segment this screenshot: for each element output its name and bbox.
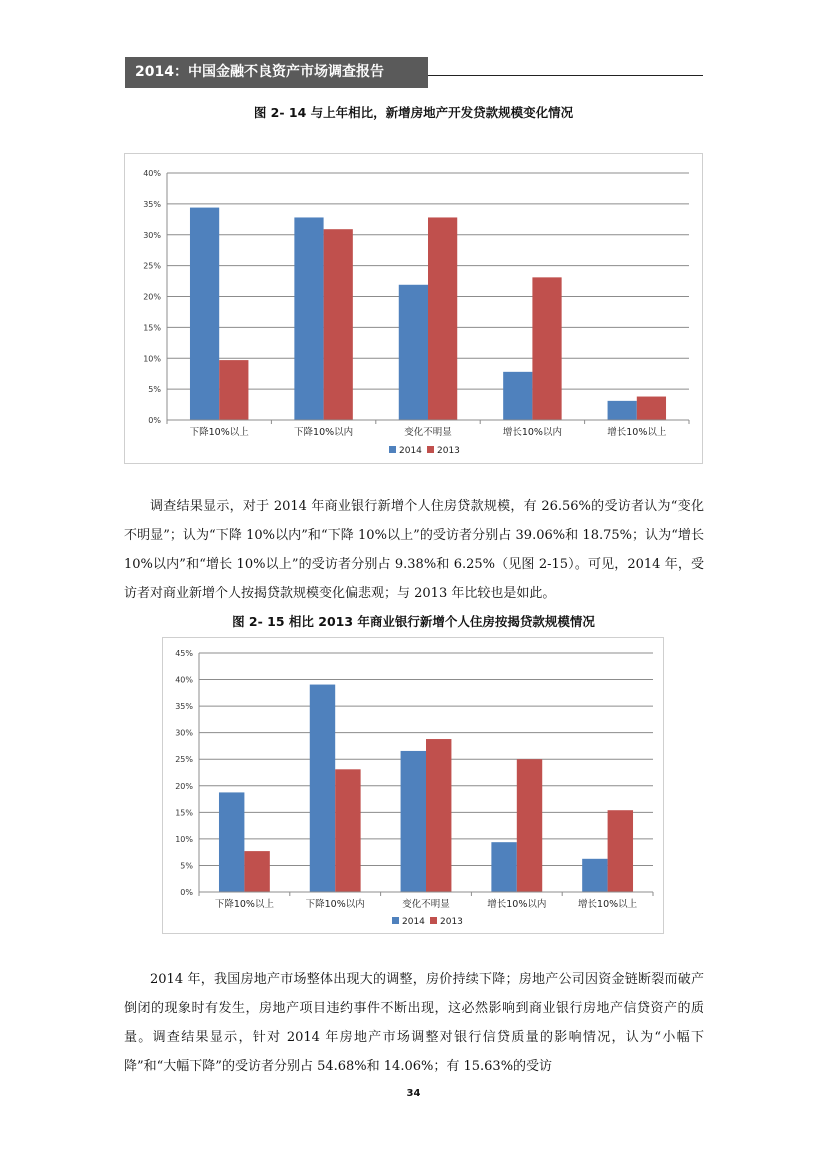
- chart2-legend-swatch-2013: [430, 917, 437, 924]
- chart2-legend-swatch-2014: [392, 917, 399, 924]
- chart1-bar-2014-3: [399, 285, 428, 420]
- chart2-y-tick-label: 0%: [180, 888, 193, 897]
- chart1-legend-swatch-2014: [389, 446, 396, 453]
- chart1-bar-2013-4: [532, 277, 561, 420]
- chart2-y-tick-label: 35%: [175, 702, 193, 712]
- chart2-bar-2013-1: [244, 851, 269, 892]
- chart1-y-tick-label: 25%: [143, 261, 161, 271]
- chart1-y-tick-label: 30%: [143, 230, 161, 240]
- chart2-legend-label-2014: 2014: [402, 917, 425, 927]
- chart1-x-tick-label: 变化不明显: [404, 427, 452, 438]
- page-number: 34: [406, 1088, 421, 1099]
- chart2-bar-2013-4: [517, 759, 542, 892]
- chart2-bar-2014-4: [491, 842, 516, 892]
- chart2-x-tick-label: 变化不明显: [402, 899, 450, 910]
- chart2-legend-label-2013: 2013: [440, 917, 463, 927]
- figure-1-chart-frame: [124, 153, 703, 464]
- chart1-bar-2013-3: [428, 217, 457, 420]
- chart2-y-tick-label: 25%: [175, 755, 193, 765]
- chart2-bar-2014-5: [582, 859, 607, 892]
- chart1-y-tick-label: 5%: [148, 385, 161, 395]
- chart1-bar-2013-1: [219, 360, 248, 420]
- chart2-y-tick-label: 15%: [175, 808, 193, 818]
- chart1-y-tick-label: 35%: [143, 199, 161, 209]
- chart1-bar-2014-1: [190, 208, 219, 420]
- paragraph-1-text: 调查结果显示，对于 2014 年商业银行新增个人住房贷款规模，有 26.56%的受访者认为“变化不明显”；认为“下降 10%以内”和“下降 10%以上”的受访者分别占 39.06%和 18.75%；认为“增长 10%以内”和“增长 10%以上”的受访者分别占 9.38%和 6.25%（见图 2-15）。可见，2014 年，受访者对商业新增个人按揭贷款规模变化偏悲观；与 2013 年比较也是如此。: [124, 499, 704, 601]
- chart1-x-tick-label: 下降10%以上: [189, 427, 249, 438]
- chart1-y-tick-label: 20%: [143, 292, 161, 302]
- paragraph-2-text: 2014 年，我国房地产市场整体出现大的调整，房价持续下降；房地产公司因资金链断裂而破产倒闭的现象时有发生，房地产项目违约事件不断出现，这必然影响到商业银行房地产信贷资产的质量。调查结果显示，针对 2014 年房地产市场调整对银行信贷质量的影响情况，认为“小幅下降”和“大幅下降”的受访者分别占 54.68%和 14.06%；有 15.63%的受访: [124, 972, 704, 1074]
- chart1-y-tick-label: 0%: [148, 416, 161, 425]
- chart1-legend-label-2013: 2013: [437, 446, 460, 456]
- figure-1-caption: 图 2- 14 与上年相比，新增房地产开发贷款规模变化情况: [253, 105, 574, 120]
- chart2-bar-2013-3: [426, 739, 451, 892]
- chart2-y-tick-label: 45%: [175, 649, 193, 658]
- chart1-y-tick-label: 10%: [143, 354, 161, 364]
- chart2-y-tick-label: 10%: [175, 834, 193, 844]
- chart1-bar-2014-5: [608, 401, 637, 420]
- report-header-title: 2014：中国金融不良资产市场调查报告: [125, 57, 428, 88]
- chart2-y-tick-label: 30%: [175, 728, 193, 738]
- figure-2-chart-frame: [162, 637, 664, 934]
- chart1-bar-2013-2: [324, 229, 353, 420]
- figure-1-chart: [125, 154, 702, 463]
- chart2-y-tick-label: 20%: [175, 781, 193, 791]
- chart1-y-tick-label: 40%: [143, 169, 161, 178]
- chart2-x-tick-label: 下降10%以上: [214, 899, 274, 910]
- chart2-y-tick-label: 5%: [180, 861, 193, 871]
- figure-2-caption: 图 2- 15 相比 2013 年商业银行新增个人住房按揭贷款规模情况: [232, 614, 595, 629]
- chart2-x-tick-label: 增长10%以上: [578, 899, 638, 910]
- chart1-bar-2014-2: [294, 217, 323, 420]
- header-rule: [428, 75, 703, 76]
- figure-2-chart: [163, 638, 663, 933]
- chart2-bar-2014-3: [401, 751, 426, 892]
- paragraph-2: [124, 965, 704, 1081]
- chart2-bar-2014-1: [219, 792, 244, 892]
- chart1-x-tick-label: 下降10%以内: [294, 427, 354, 438]
- chart1-legend-swatch-2013: [427, 446, 434, 453]
- chart2-y-tick-label: 40%: [175, 675, 193, 685]
- chart2-x-tick-label: 下降10%以内: [305, 899, 365, 910]
- chart1-x-tick-label: 增长10%以上: [607, 427, 667, 438]
- chart1-bar-2013-5: [637, 397, 666, 420]
- chart2-bar-2013-5: [608, 810, 633, 892]
- chart2-bar-2014-2: [310, 685, 335, 892]
- chart1-bar-2014-4: [503, 372, 532, 420]
- paragraph-1: [124, 492, 704, 608]
- chart2-bar-2013-2: [335, 769, 360, 892]
- chart1-legend-label-2014: 2014: [399, 446, 422, 456]
- chart2-x-tick-label: 增长10%以内: [487, 899, 547, 910]
- chart1-x-tick-label: 增长10%以内: [502, 427, 562, 438]
- chart1-y-tick-label: 15%: [143, 323, 161, 333]
